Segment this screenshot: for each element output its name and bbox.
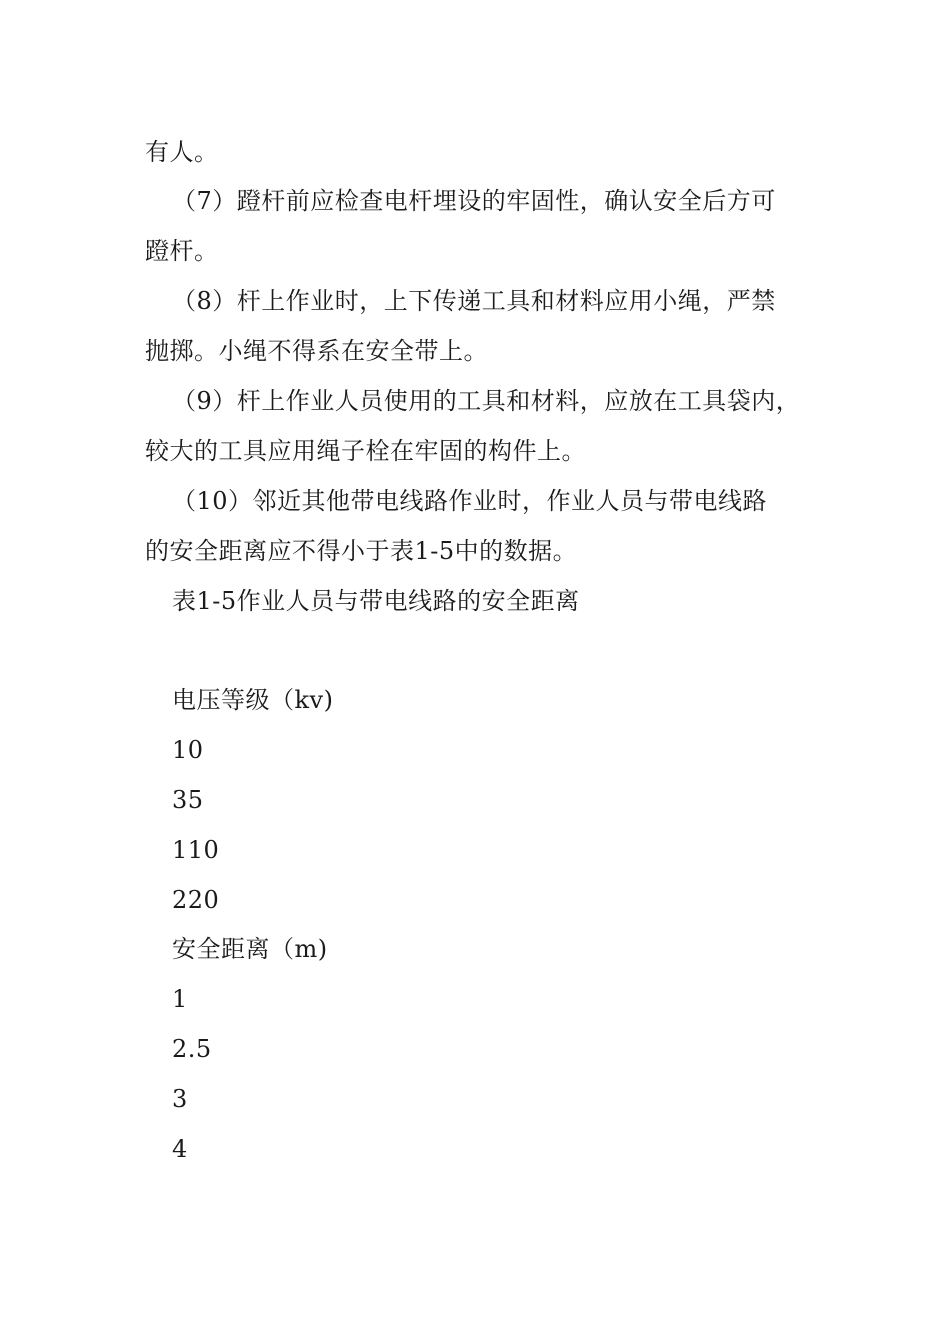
table-cell-distance: 1 bbox=[172, 985, 188, 1013]
paragraph-6-line-2: 有人。 bbox=[145, 138, 219, 166]
table-cell-distance: 2.5 bbox=[172, 1035, 212, 1063]
table-cell-distance: 4 bbox=[172, 1135, 188, 1163]
table-cell-voltage: 110 bbox=[172, 836, 220, 864]
paragraph-8-line-1: （8）杆上作业时，上下传递工具和材料应用小绳，严禁 bbox=[172, 287, 776, 315]
paragraph-10-line-2: 的安全距离应不得小于表1-5中的数据。 bbox=[145, 537, 578, 565]
paragraph-7-line-1: （7）蹬杆前应检查电杆埋设的牢固性，确认安全后方可 bbox=[172, 187, 776, 215]
paragraph-9-line-1: （9）杆上作业人员使用的工具和材料，应放在工具袋内， bbox=[172, 387, 801, 415]
table-header-voltage: 电压等级（kv) bbox=[172, 686, 334, 714]
paragraph-10-line-1: （10）邻近其他带电线路作业时，作业人员与带电线路 bbox=[172, 487, 768, 515]
paragraph-7-line-2: 蹬杆。 bbox=[145, 237, 219, 265]
table-cell-voltage: 10 bbox=[172, 736, 204, 764]
table-cell-voltage: 35 bbox=[172, 786, 204, 814]
table-caption: 表1-5作业人员与带电线路的安全距离 bbox=[172, 587, 580, 615]
table-cell-voltage: 220 bbox=[172, 886, 220, 914]
table-cell-distance: 3 bbox=[172, 1085, 188, 1113]
paragraph-8-line-2: 抛掷。小绳不得系在安全带上。 bbox=[145, 337, 488, 365]
paragraph-9-line-2: 较大的工具应用绳子栓在牢固的构件上。 bbox=[145, 437, 586, 465]
table-header-distance: 安全距离（m) bbox=[172, 935, 328, 963]
